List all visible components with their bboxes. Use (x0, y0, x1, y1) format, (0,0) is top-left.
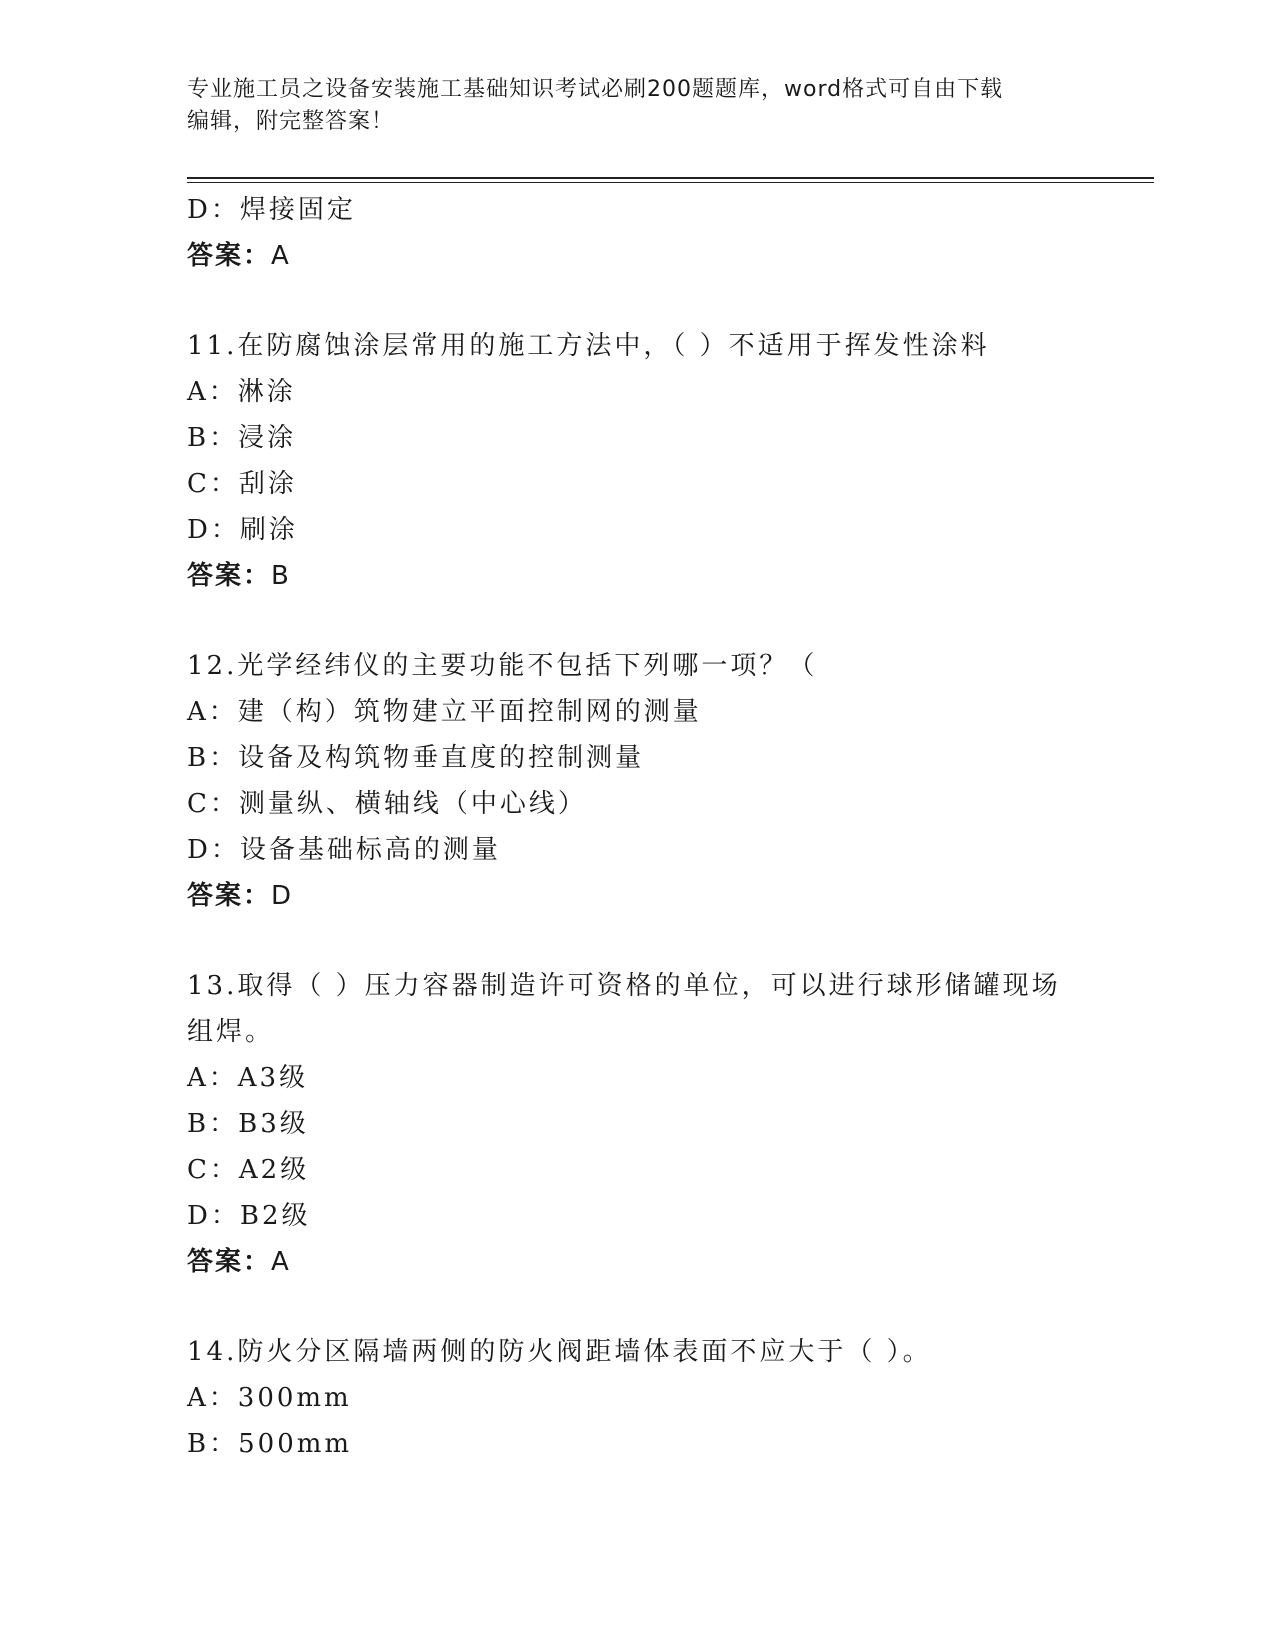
spacer (187, 919, 1087, 963)
document-body (187, 187, 1087, 1467)
question-stem: 11.在防腐蚀涂层常用的施工方法中，（ ）不适用于挥发性涂料 (187, 331, 990, 361)
option-d: D：B2级 (187, 1201, 311, 1231)
option-d: D：设备基础标高的测量 (187, 835, 501, 865)
answer-line (187, 233, 1087, 279)
header-line-2: 编辑，附完整答案！ (187, 109, 395, 134)
option-a: A：建（构）筑物建立平面控制网的测量 (187, 697, 702, 727)
answer-value: B (271, 561, 291, 591)
answer-label: 答案： (187, 561, 272, 591)
header-divider-thick (187, 177, 1154, 179)
answer-value: A (271, 241, 291, 271)
question-stem-line-2: 组焊。 (187, 1017, 275, 1047)
answer-label: 答案： (187, 1247, 272, 1277)
document-header (187, 74, 1087, 138)
option-c: C：测量纵、横轴线（中心线） (187, 789, 587, 819)
option-c: C：刮涂 (187, 469, 297, 499)
answer-value: A (271, 1247, 291, 1277)
question-13 (187, 963, 1087, 1285)
question-12 (187, 643, 1087, 919)
option-b: B：B3级 (187, 1109, 309, 1139)
question-10-tail (187, 187, 1087, 279)
option-a: A：300mm (187, 1383, 352, 1413)
option-a: A：A3级 (187, 1063, 309, 1093)
answer-label: 答案： (187, 881, 272, 911)
question-14 (187, 1329, 1087, 1467)
question-stem: 14.防火分区隔墙两侧的防火阀距墙体表面不应大于（ ）。 (187, 1337, 932, 1367)
option-b: B：500mm (187, 1429, 353, 1459)
answer-label: 答案： (187, 241, 272, 271)
answer-value: D (271, 881, 294, 911)
option-d: D：焊接固定 (187, 195, 356, 225)
spacer (187, 1285, 1087, 1329)
question-stem-line-1: 13.取得（ ）压力容器制造许可资格的单位，可以进行球形储罐现场 (187, 971, 1061, 1001)
question-stem: 12.光学经纬仪的主要功能不包括下列哪一项？（ (187, 651, 818, 681)
option-b: B：浸涂 (187, 423, 297, 453)
answer-line (187, 1239, 1087, 1285)
question-11 (187, 323, 1087, 599)
spacer (187, 599, 1087, 643)
answer-line (187, 873, 1087, 919)
spacer (187, 279, 1087, 323)
header-line-1: 专业施工员之设备安装施工基础知识考试必刷200题题库，word格式可自由下载 (187, 77, 1004, 102)
option-b: B：设备及构筑物垂直度的控制测量 (187, 743, 645, 773)
option-d: D：刷涂 (187, 515, 298, 545)
option-c: C：A2级 (187, 1155, 310, 1185)
header-divider-thin (187, 182, 1154, 183)
option-a: A：淋涂 (187, 377, 296, 407)
answer-line (187, 553, 1087, 599)
